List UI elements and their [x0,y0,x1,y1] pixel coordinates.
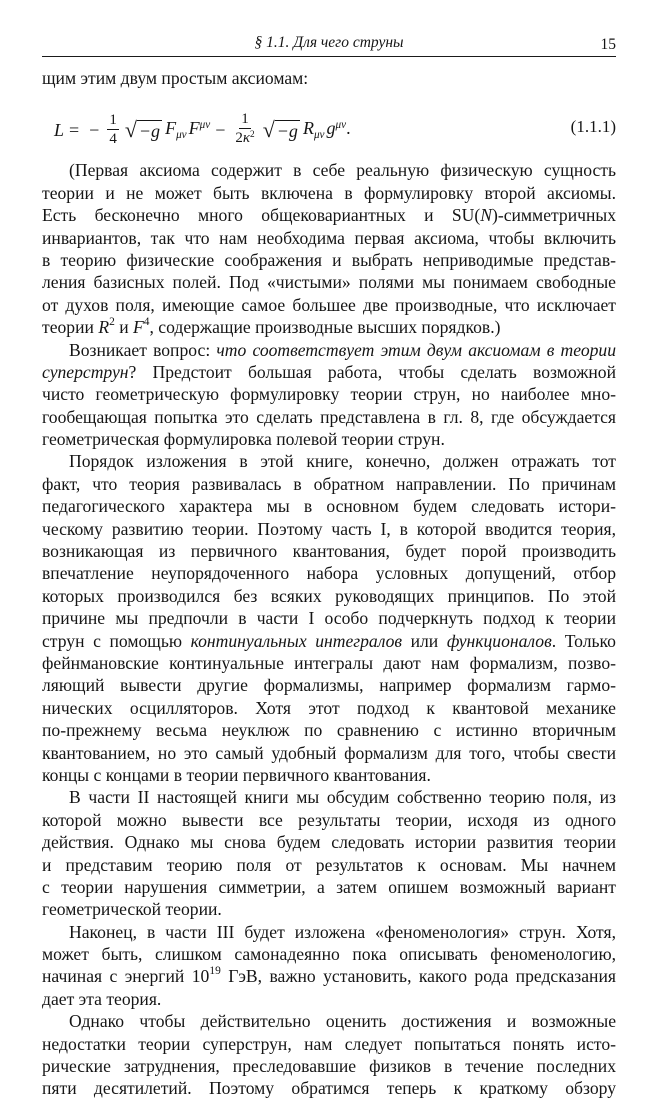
paragraph-6 [42,1010,616,1100]
text-line: факт, что теория развивалась в обратном направлении. По причинам [42,473,616,494]
eq-frac1-numerator: 1 [109,112,117,129]
eq-minus-2: − [215,119,226,140]
paragraph-5 [42,921,616,1011]
eq-lhs: L [54,119,65,140]
text-line: инвариантов, так что нам необходима первая аксиома, чтобы включить [42,227,616,248]
eq-frac1-denominator: 4 [109,131,117,148]
sqrt-sign-icon: √ [124,116,137,142]
text-line: Возникает вопрос: что соответствует этим двум аксиомам в теории [69,339,617,360]
eq-fraction-1 [107,111,119,148]
eq-sqrt-2 [262,116,300,142]
body-text [42,67,616,1100]
text-line: ления базисных полей. Под «чистыми» полями мы понимаем свободные [42,272,616,293]
paragraph-4 [42,786,616,920]
text-line: В части II настоящей книги мы обсудим собственно теорию поля, из [69,787,616,808]
text-line: Порядок изложения в этой книге, конечно, должен отражать тот [69,451,616,472]
intro-line: щим этим двум простым аксиомам: [42,68,309,88]
text-line: геометрическая формулировка полевой теории струн. [42,429,445,450]
eq-field-2: $F^{\mu\nu}$ [188,118,211,139]
text-line: струн с помощью континуальных интегралов или функционалов. Только [42,630,616,651]
text-line: и представим теорию поля от результатов к основам. Мы начнем [42,854,616,875]
text-line: квантованием, но это самый удобный формализм для того, чтобы свести [42,742,616,763]
paragraph-2 [42,339,616,451]
text-line: (Первая аксиома содержит в себе реальную физическую сущность [69,160,616,181]
text-line: педагогического характера мы в основном будем следовать истори- [42,496,616,517]
text-line: ляющий вывести другие формализмы, например формализм гармо- [42,675,616,696]
text-line: с теории нарушения симметрии, а затем опишем возможный вариант [42,876,616,897]
eq-minus-1: − [89,119,100,140]
eq-sqrt-1 [124,116,162,142]
running-title: § 1.1. Для чего струны [254,33,404,51]
text-line: Есть бесконечно много общековариантных и SU(N)-симметричных [42,205,616,226]
paragraph-1 [42,159,616,338]
text-line: ческому развитию теории. Поэтому часть I, в которой вводится теория, [42,518,616,539]
eq-sqrt2-body: −g [276,120,298,141]
text-line: теории $R^2$ и $F^4$, содержащие производные высших порядков.) [42,316,501,338]
text-line: недостатки теории суперструн, нам следует попытаться понять исто- [42,1033,616,1054]
text-line: которых производился без всяких руководящих принципов. По этой [42,585,616,606]
text-line: может быть, слишком самонадеянно пока описывать феноменологию, [42,944,616,965]
eq-frac2-denominator: $2\kappa^2$ [235,130,255,147]
page-header [42,30,616,57]
text-line: которой можно вывести все результаты теории, исходя из одного [42,809,616,830]
text-line: суперструн? Предстоит большая работа, чтобы сделать возможной [42,361,616,382]
text-line: теории и не может быть включена в формулировку второй аксиомы. [42,182,616,203]
eq-frac2-numerator: 1 [241,111,249,128]
text-line: фейнмановские континуальные интегралы дают нам формализм, позво- [42,652,616,673]
text-line: нических осцилляторов. Хотя этот подход к квантовой механике [42,697,616,718]
eq-fraction-2 [233,110,256,149]
text-line: причине мы предпочли в части I особо подчеркнуть подход к теории [42,608,616,629]
text-line: дает эта теория. [42,988,162,1009]
text-line: чисто геометрическую формулировку теории струн, но наиболее мно- [42,384,616,405]
text-line: Однако чтобы действительно оценить достижения и возможные [69,1011,616,1032]
text-line: возникающая из первичного квантования, будет порой производить [42,541,616,562]
text-line: геометрической теории. [42,899,222,920]
sqrt-sign-icon: √ [262,116,275,142]
eq-ricci: $R_{\mu\nu}$ [302,118,325,142]
text-line: действия. Однако мы снова будем следовать истории развития теории [42,832,616,853]
text-line: в теорию физические соображения и выбрать неприводимые представ- [42,249,616,270]
text-line: рические затруднения, преследовавшие физиков в течение последних [42,1056,616,1077]
text-line: впечатление неупорядоченного набора условных допущений, отбор [42,563,616,584]
eq-metric: $g^{\mu\nu}$. [326,118,351,139]
text-line: пяти десятилетий. Поэтому обратимся теперь к краткому обзору [42,1078,616,1099]
text-line: по-прежнему весьма неуклюж по сравнению с истинно вторичным [42,720,616,741]
book-page [42,30,616,1100]
equation-body [54,110,351,149]
text-line: начиная с энергий $10^{19}$ ГэВ, важно установить, какого рода предсказания [42,965,616,987]
eq-field-1: $F_{\mu\nu}$ [165,118,187,142]
text-line: Наконец, в части III будет изложена «феноменология» струн. Хотя, [69,921,616,942]
page-number: 15 [600,36,616,53]
text-line: гообещающая попытка это сделать представлена в гл. 8, где обсуждается [42,406,616,427]
paragraph-3 [42,450,616,786]
equation-1-1-1 [42,92,616,158]
eq-sqrt1-body: −g [138,120,161,141]
text-line: от духов поля, имеющие самое большее две производные, что исключает [42,294,616,315]
equation-number: (1.1.1) [570,117,616,137]
eq-equals: = [69,119,80,140]
text-line: концы с концами в теории первичного квантования. [42,764,431,785]
